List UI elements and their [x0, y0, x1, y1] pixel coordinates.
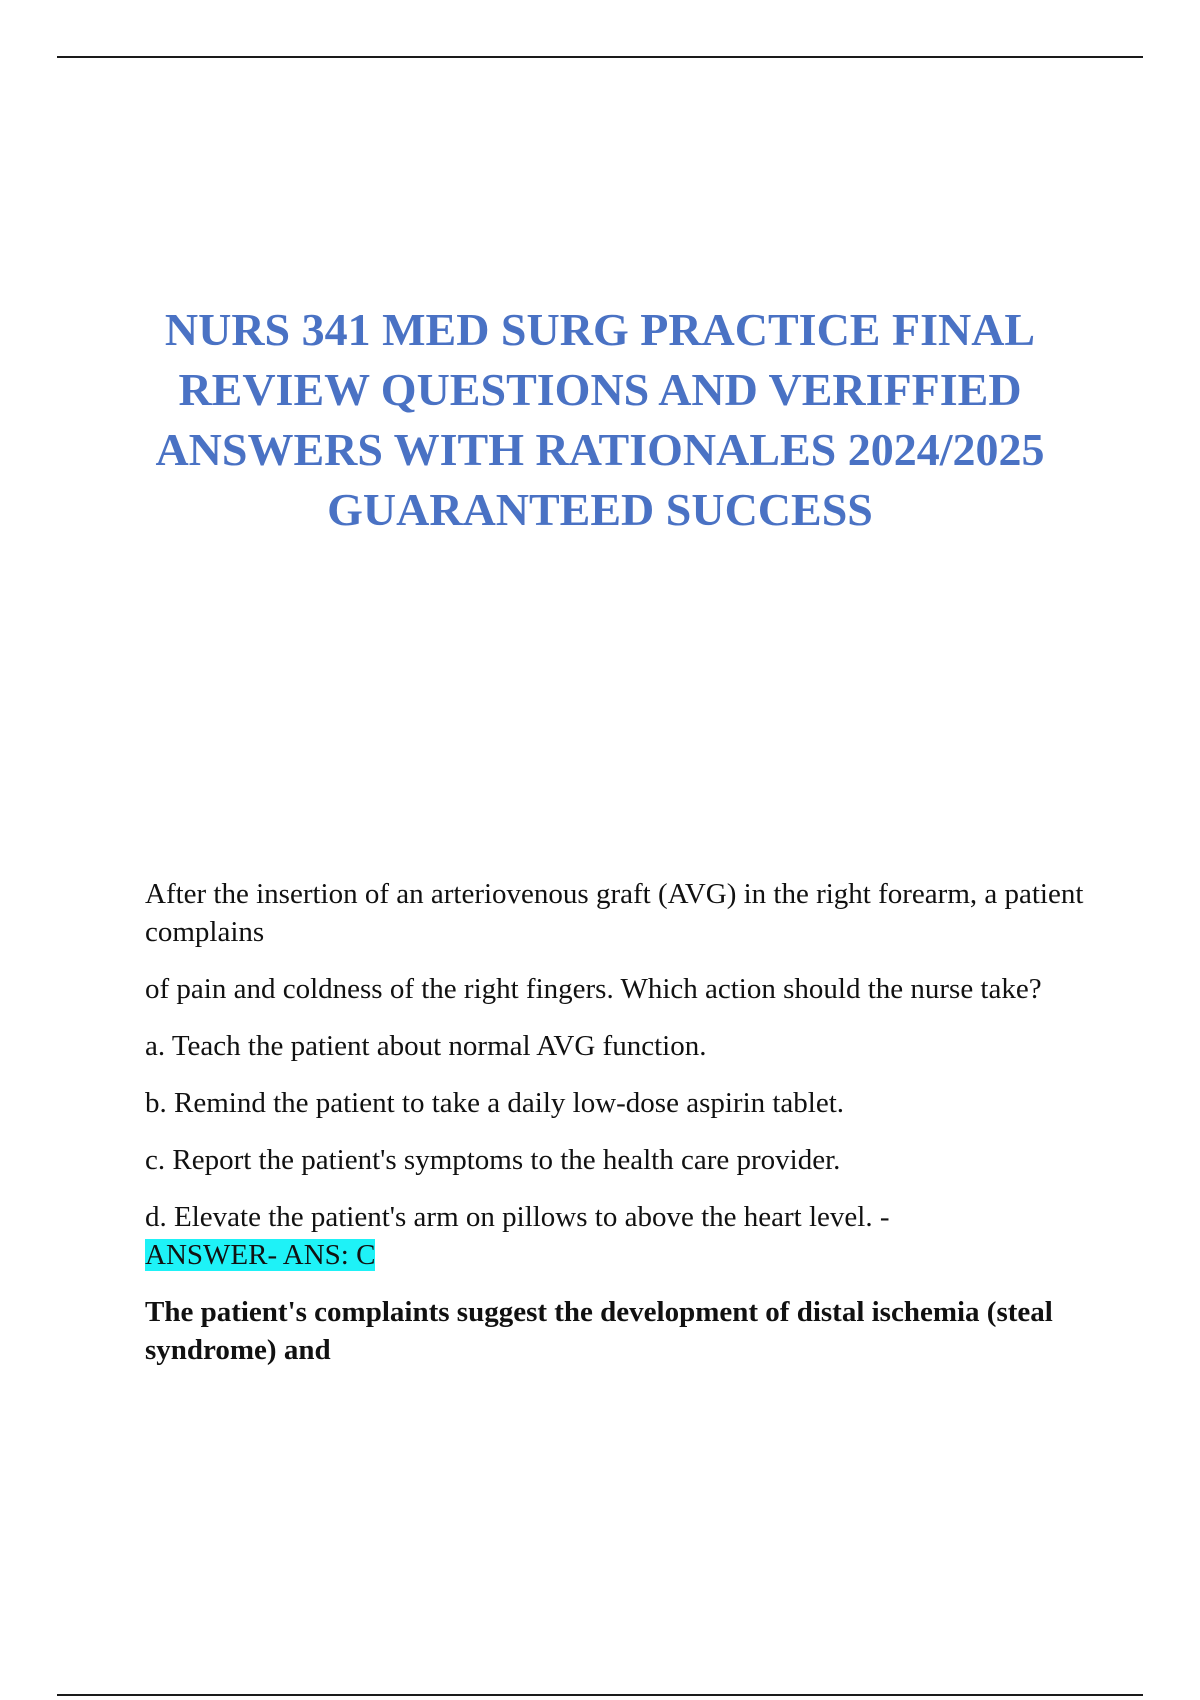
question-text-part-2: of pain and coldness of the right fingers. Which action should the nurse take? [145, 973, 1042, 1005]
title-line-3: ANSWERS WITH RATIONALES 2024/2025 [155, 424, 1045, 475]
title-line-4: GUARANTEED SUCCESS [327, 484, 873, 535]
option-a: a. Teach the patient about normal AVG function. [145, 1030, 707, 1062]
answer-highlight: ANSWER- ANS: C [145, 1239, 376, 1271]
rationale-text: The patient's complaints suggest the development of distal ischemia (steal syndrome) and [145, 1296, 1053, 1366]
top-rule [57, 56, 1143, 58]
title-line-1: NURS 341 MED SURG PRACTICE FINAL [164, 304, 1036, 355]
question-block [145, 875, 1090, 1388]
title-line-2: REVIEW QUESTIONS AND VERIFFIED [178, 364, 1022, 415]
document-title [100, 300, 1100, 540]
option-c: c. Report the patient's symptoms to the health care provider. [145, 1144, 841, 1176]
option-d: d. Elevate the patient's arm on pillows to above the heart level. - [145, 1201, 890, 1233]
question-text-part-1: After the insertion of an arteriovenous graft (AVG) in the right forearm, a patient complains [145, 878, 1084, 948]
bottom-rule [57, 1694, 1143, 1696]
option-b: b. Remind the patient to take a daily low-dose aspirin tablet. [145, 1087, 845, 1119]
option-d-with-answer [145, 1198, 1090, 1274]
